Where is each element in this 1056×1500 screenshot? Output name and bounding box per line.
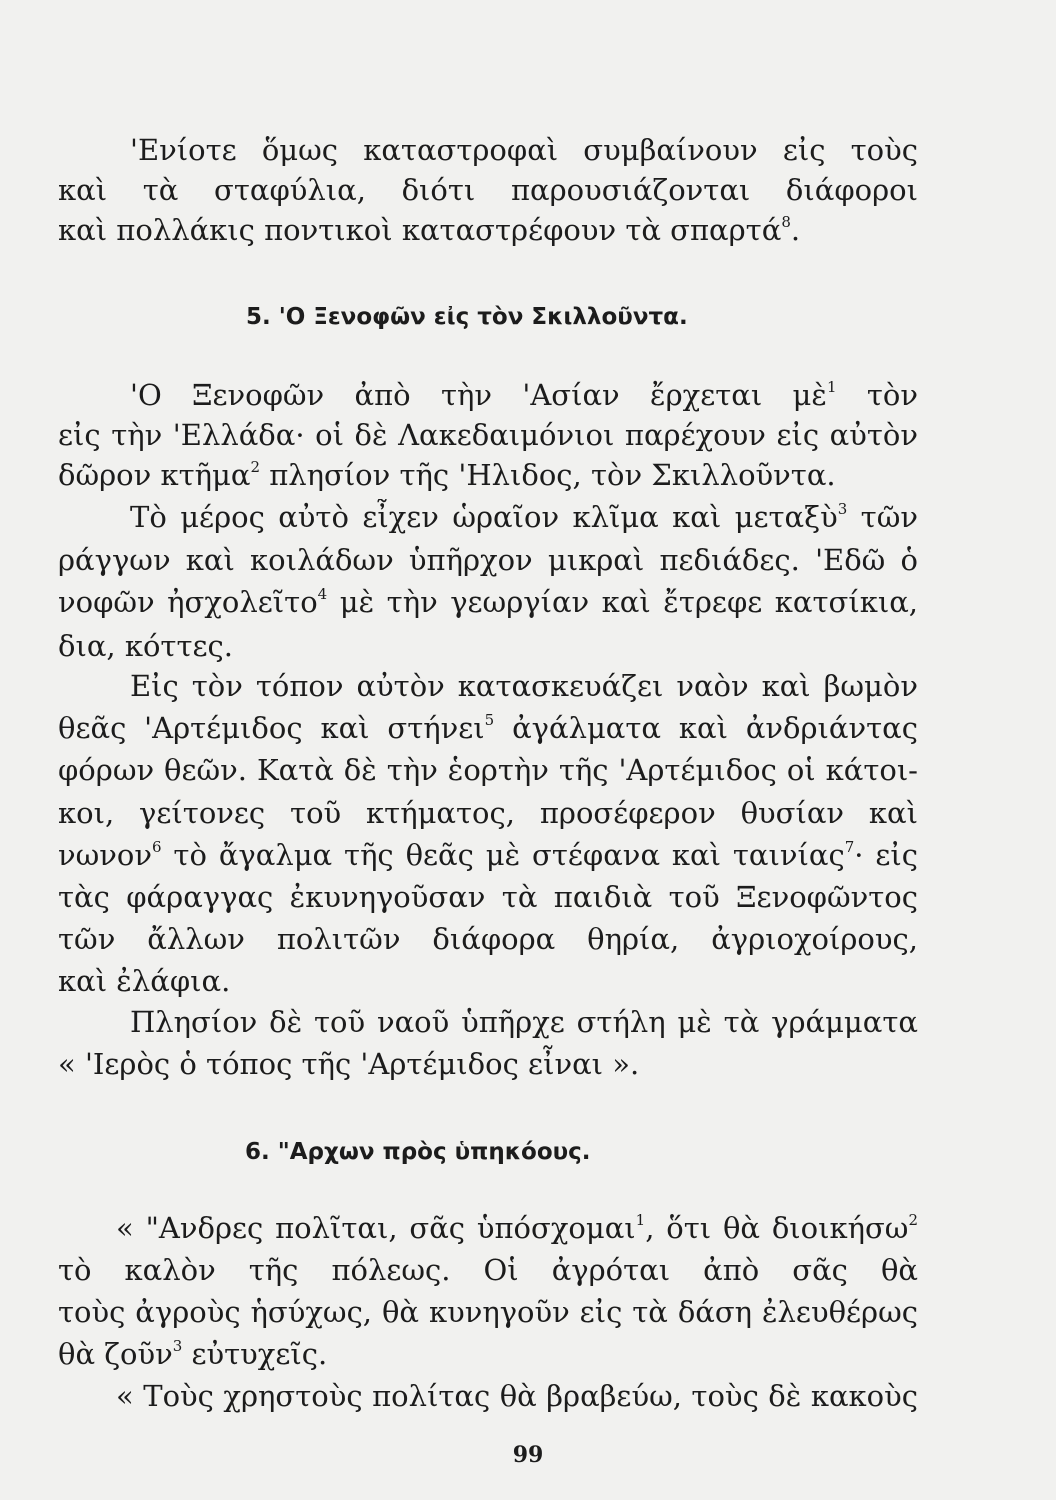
text-line [58,584,918,620]
text-segment: τῶν ἄλλων πολιτῶν διάφορα θηρία, ἀγριοχοίρους, [58,922,918,956]
text-segment: τὸ καλὸν τῆς πόλεως. Οἱ ἀγρόται ἀπὸ σᾶς θὰ [58,1253,918,1287]
footnote-marker: 1 [826,378,837,397]
footnote-marker: 1 [635,1211,646,1230]
footnote-marker: 3 [172,1337,183,1356]
footnote-marker: 4 [317,585,328,604]
text-segment: τῶν [860,500,918,534]
text-line [58,212,918,248]
footnote-marker: 6 [152,838,162,857]
text-segment: « Τοὺς χρηστοὺς πολίτας θὰ βραβεύω, τοὺς δὲ κακοὺς [116,1379,918,1413]
text-line [58,710,918,746]
text-line [58,921,918,957]
text-line [58,752,918,788]
text-segment: τοὺς ἀγροὺς ἡσύχως, θὰ κυνηγοῦν εἰς τὰ δάση ἐλευθέρως [58,1295,918,1329]
text-line [130,132,918,168]
text-line [58,628,918,664]
text-segment: δῶρον κτῆμα [58,458,251,492]
text-line [58,1294,918,1330]
text-segment: πλησίον τῆς 'Ηλιδος, τὸν Σκιλλοῦντα. [259,458,836,492]
text-line [58,795,918,831]
text-segment: καὶ ἐλάφια. [58,964,231,998]
text-segment: . [790,213,801,247]
section-heading-6: 6. "Αρχων πρὸς ὑπηκόους. [245,1139,591,1165]
text-segment: θεᾶς 'Αρτέμιδος καὶ στήνει [58,711,485,745]
text-segment: καὶ πολλάκις ποντικοὶ καταστρέφουν τὰ σπαρτά [58,213,782,247]
text-segment: τὰς φάραγγας ἐκυνηγοῦσαν τὰ παιδιὰ τοῦ Ξενοφῶντος [58,880,918,914]
text-line [58,1252,918,1288]
text-segment: 'Ο Ξενοφῶν ἀπὸ τὴν 'Ασίαν ἔρχεται μὲ [130,378,827,412]
text-segment: · εἰς [854,838,918,872]
text-segment: τὸ ἄγαλμα τῆς θεᾶς μὲ στέφανα καὶ ταινίας [161,838,845,872]
footnote-marker: 2 [250,458,260,477]
section-heading-5: 5. 'Ο Ξενοφῶν εἰς τὸν Σκιλλοῦντα. [246,304,688,330]
text-line [130,1004,918,1040]
text-line [130,668,918,704]
text-line [58,542,918,578]
text-segment: , ὅτι θὰ διοικήσω [645,1211,909,1245]
text-segment: « "Ανδρες πολῖται, σᾶς ὑπόσχομαι [116,1211,636,1245]
text-line [58,1336,918,1372]
text-line [58,172,918,208]
footnote-marker: 5 [484,711,495,730]
text-segment: καὶ τὰ σταφύλια, διότι παρουσιάζονται διάφοροι [58,173,918,207]
text-segment: μὲ τὴν γεωργίαν καὶ ἔτρεφε κατσίκια, [339,585,918,619]
text-segment: « 'Ιερὸς ὁ τόπος τῆς 'Αρτέμιδος εἶναι ». [58,1047,640,1081]
footnote-marker: 3 [837,500,848,519]
footnote-marker: 8 [781,213,791,232]
text-line [116,1378,918,1414]
text-segment: εἰς τὴν 'Ελλάδα· οἱ δὲ Λακεδαιμόνιοι παρέχουν εἰς αὐτὸν [58,418,918,452]
text-segment: ράγγων καὶ κοιλάδων ὑπῆρχον μικραὶ πεδιάδες. 'Εδῶ ὁ [58,543,918,577]
text-segment: εὐτυχεῖς. [182,1337,328,1371]
text-segment: νοφῶν ἠσχολεῖτο [58,585,318,619]
text-line [130,377,918,413]
text-segment: Τὸ μέρος αὐτὸ εἶχεν ὡραῖον κλῖμα καὶ μεταξὺ [130,500,838,534]
text-segment: τὸν [866,378,918,412]
text-segment: δια, κόττες. [58,629,234,663]
text-segment: Πλησίον δὲ τοῦ ναοῦ ὑπῆρχε στήλη μὲ τὰ γράμματα [130,1005,918,1039]
text-line [58,1046,918,1082]
text-segment: θὰ ζοῦν [58,1337,173,1371]
text-line [58,963,918,999]
text-line [58,837,918,873]
text-segment: 'Ενίοτε ὅμως καταστροφαὶ συμβαίνουν εἰς τοὺς [130,133,918,167]
text-segment: κοι, γείτονες τοῦ κτήματος, προσέφερον θυσίαν καὶ [58,796,918,830]
footnote-marker: 7 [844,838,855,857]
page-number: 99 [512,1442,544,1468]
text-segment: ἀγάλματα καὶ ἀνδριάντας [512,711,918,745]
footnote-marker: 2 [908,1211,918,1230]
text-line [58,417,918,453]
text-segment: Εἰς τὸν τόπον αὐτὸν κατασκευάζει ναὸν καὶ βωμὸν [130,669,918,703]
text-segment: νωνον [58,838,152,872]
text-segment: φόρων θεῶν. Κατὰ δὲ τὴν ἑορτὴν τῆς 'Αρτέμιδος οἱ κάτοι- [58,753,918,787]
text-line [130,499,918,535]
text-line [58,879,918,915]
text-line [58,457,918,493]
text-line [116,1210,918,1246]
